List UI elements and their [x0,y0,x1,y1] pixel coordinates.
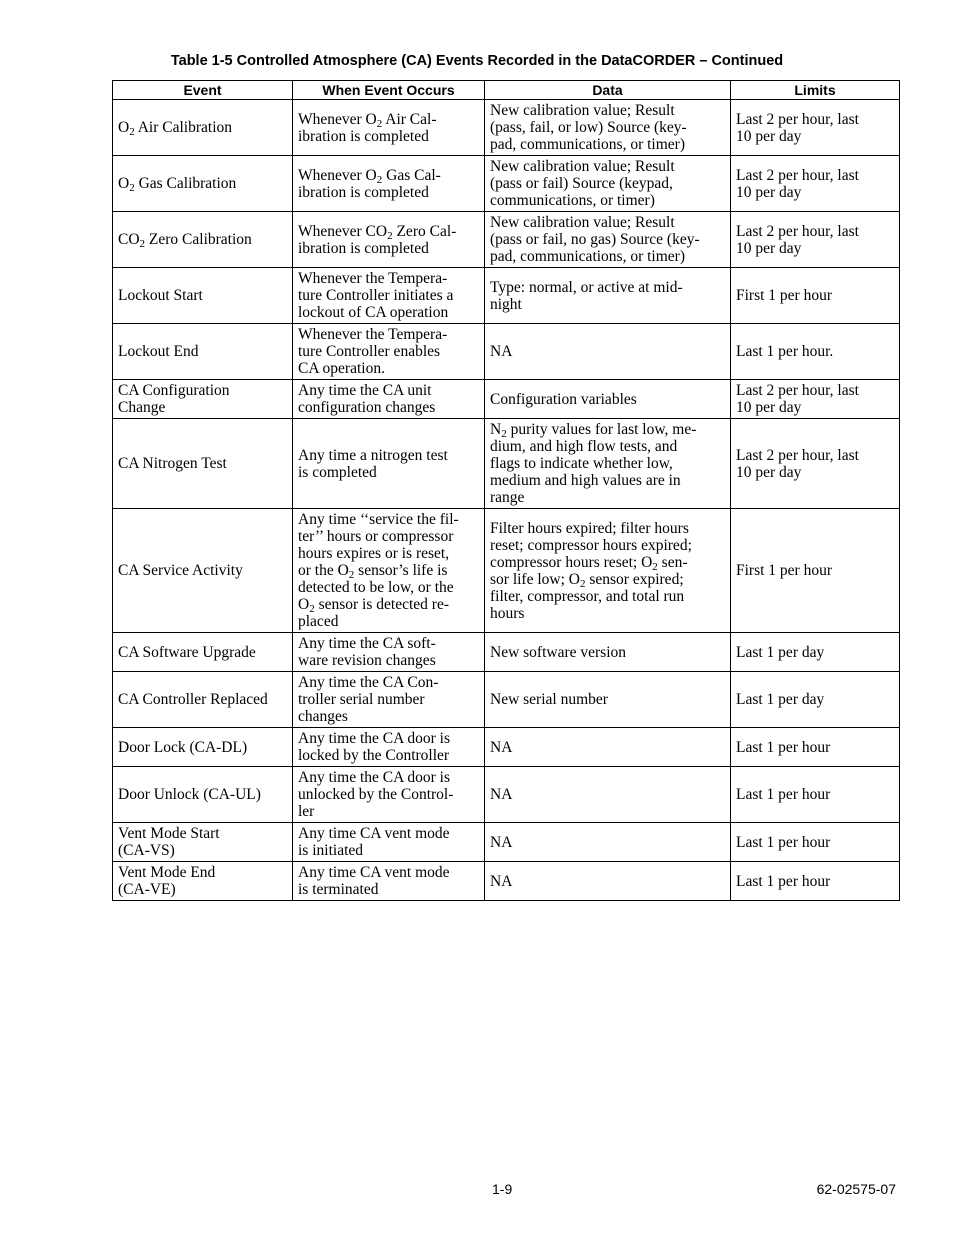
limits-cell: Last 1 per day [731,633,900,672]
table-row [113,509,900,633]
when-event-occurs-cell: Any time the CA door is unlocked by the Control- ler [293,767,485,823]
limits-cell: Last 1 per hour [731,728,900,767]
table-row [113,767,900,823]
when-event-occurs-cell: Any time the CA unit configuration changes [293,380,485,419]
when-event-occurs-cell: Any time the CA soft- ware revision changes [293,633,485,672]
event-cell: CA Configuration Change [113,380,293,419]
column-header-data: Data [485,81,731,100]
event-cell: $O_2$ Gas Calibration [113,156,293,212]
event-cell: Vent Mode End (CA-VE) [113,862,293,901]
event-cell: Vent Mode Start (CA-VS) [113,823,293,862]
when-event-occurs-cell: Any time CA vent mode is initiated [293,823,485,862]
table-row [113,100,900,156]
event-cell: Door Unlock (CA-UL) [113,767,293,823]
column-header-event: Event [113,81,293,100]
when-event-occurs-cell: Any time a nitrogen test is completed [293,419,485,509]
data-cell: NA [485,767,731,823]
column-header-limits: Limits [731,81,900,100]
table-row [113,728,900,767]
when-event-occurs-cell: Whenever $O_2$ Gas Cal- ibration is completed [293,156,485,212]
table-row [113,823,900,862]
table-row [113,324,900,380]
when-event-occurs-cell: Any time the CA door is locked by the Controller [293,728,485,767]
event-cell: Lockout End [113,324,293,380]
limits-cell: Last 2 per hour, last 10 per day [731,380,900,419]
table-body [113,100,900,901]
when-event-occurs-cell: Any time CA vent mode is terminated [293,862,485,901]
limits-cell: Last 1 per hour [731,862,900,901]
table-row [113,212,900,268]
limits-cell: Last 1 per hour. [731,324,900,380]
limits-cell: Last 2 per hour, last 10 per day [731,100,900,156]
event-cell: Lockout Start [113,268,293,324]
when-event-occurs-cell: Any time the CA Con- troller serial number changes [293,672,485,728]
event-cell: CA Service Activity [113,509,293,633]
column-header-when-event-occurs: When Event Occurs [293,81,485,100]
limits-cell: Last 1 per hour [731,767,900,823]
data-cell: Filter hours expired; filter hours reset; compressor hours expired; compressor hours reset; $O_2$ sen- sor life low; $O_2$ sensor expired; filter, compressor, and total run hours [485,509,731,633]
table-title: Table 1-5 Controlled Atmosphere (CA) Events Recorded in the DataCORDER – Continued [170,53,784,69]
limits-cell: Last 2 per hour, last 10 per day [731,156,900,212]
limits-cell: First 1 per hour [731,509,900,633]
when-event-occurs-cell: Whenever $CO_2$ Zero Cal- ibration is completed [293,212,485,268]
event-cell: CA Nitrogen Test [113,419,293,509]
when-event-occurs-cell: Whenever the Tempera- ture Controller initiates a lockout of CA operation [293,268,485,324]
limits-cell: Last 2 per hour, last 10 per day [731,212,900,268]
event-cell: $O_2$ Air Calibration [113,100,293,156]
data-cell: NA [485,728,731,767]
when-event-occurs-cell: Whenever the Tempera- ture Controller enables CA operation. [293,324,485,380]
table-row [113,419,900,509]
event-cell: CA Software Upgrade [113,633,293,672]
table-row [113,633,900,672]
data-cell: NA [485,324,731,380]
data-cell: $N_2$ purity values for last low, me- dium, and high flow tests, and flags to indicate whether low, medium and high values are in range [485,419,731,509]
page-number: 1-9 [492,1181,513,1197]
data-cell: New calibration value; Result (pass or fail, no gas) Source (key- pad, communications, or timer) [485,212,731,268]
table-row [113,380,900,419]
table-header-row [113,81,900,100]
when-event-occurs-cell: Any time ‘‘service the fil- ter’’ hours or compressor hours expires or is reset, or the $O_2$ sensor’s life is detected to be low, or the $O_2$ sensor is detected re- placed [293,509,485,633]
data-cell: New software version [485,633,731,672]
limits-cell: Last 1 per hour [731,823,900,862]
data-cell: New calibration value; Result (pass or fail) Source (keypad, communications, or timer) [485,156,731,212]
event-cell: $CO_2$ Zero Calibration [113,212,293,268]
data-cell: New serial number [485,672,731,728]
table-row [113,156,900,212]
event-cell: CA Controller Replaced [113,672,293,728]
limits-cell: Last 2 per hour, last 10 per day [731,419,900,509]
limits-cell: First 1 per hour [731,268,900,324]
when-event-occurs-cell: Whenever $O_2$ Air Cal- ibration is completed [293,100,485,156]
document-number: 62-02575-07 [816,1181,896,1197]
limits-cell: Last 1 per day [731,672,900,728]
ca-events-table [112,80,900,901]
data-cell: NA [485,823,731,862]
table-row [113,862,900,901]
data-cell: NA [485,862,731,901]
data-cell: Configuration variables [485,380,731,419]
event-cell: Door Lock (CA-DL) [113,728,293,767]
table-row [113,268,900,324]
data-cell: New calibration value; Result (pass, fail, or low) Source (key- pad, communications, or timer) [485,100,731,156]
table-row [113,672,900,728]
data-cell: Type: normal, or active at mid- night [485,268,731,324]
